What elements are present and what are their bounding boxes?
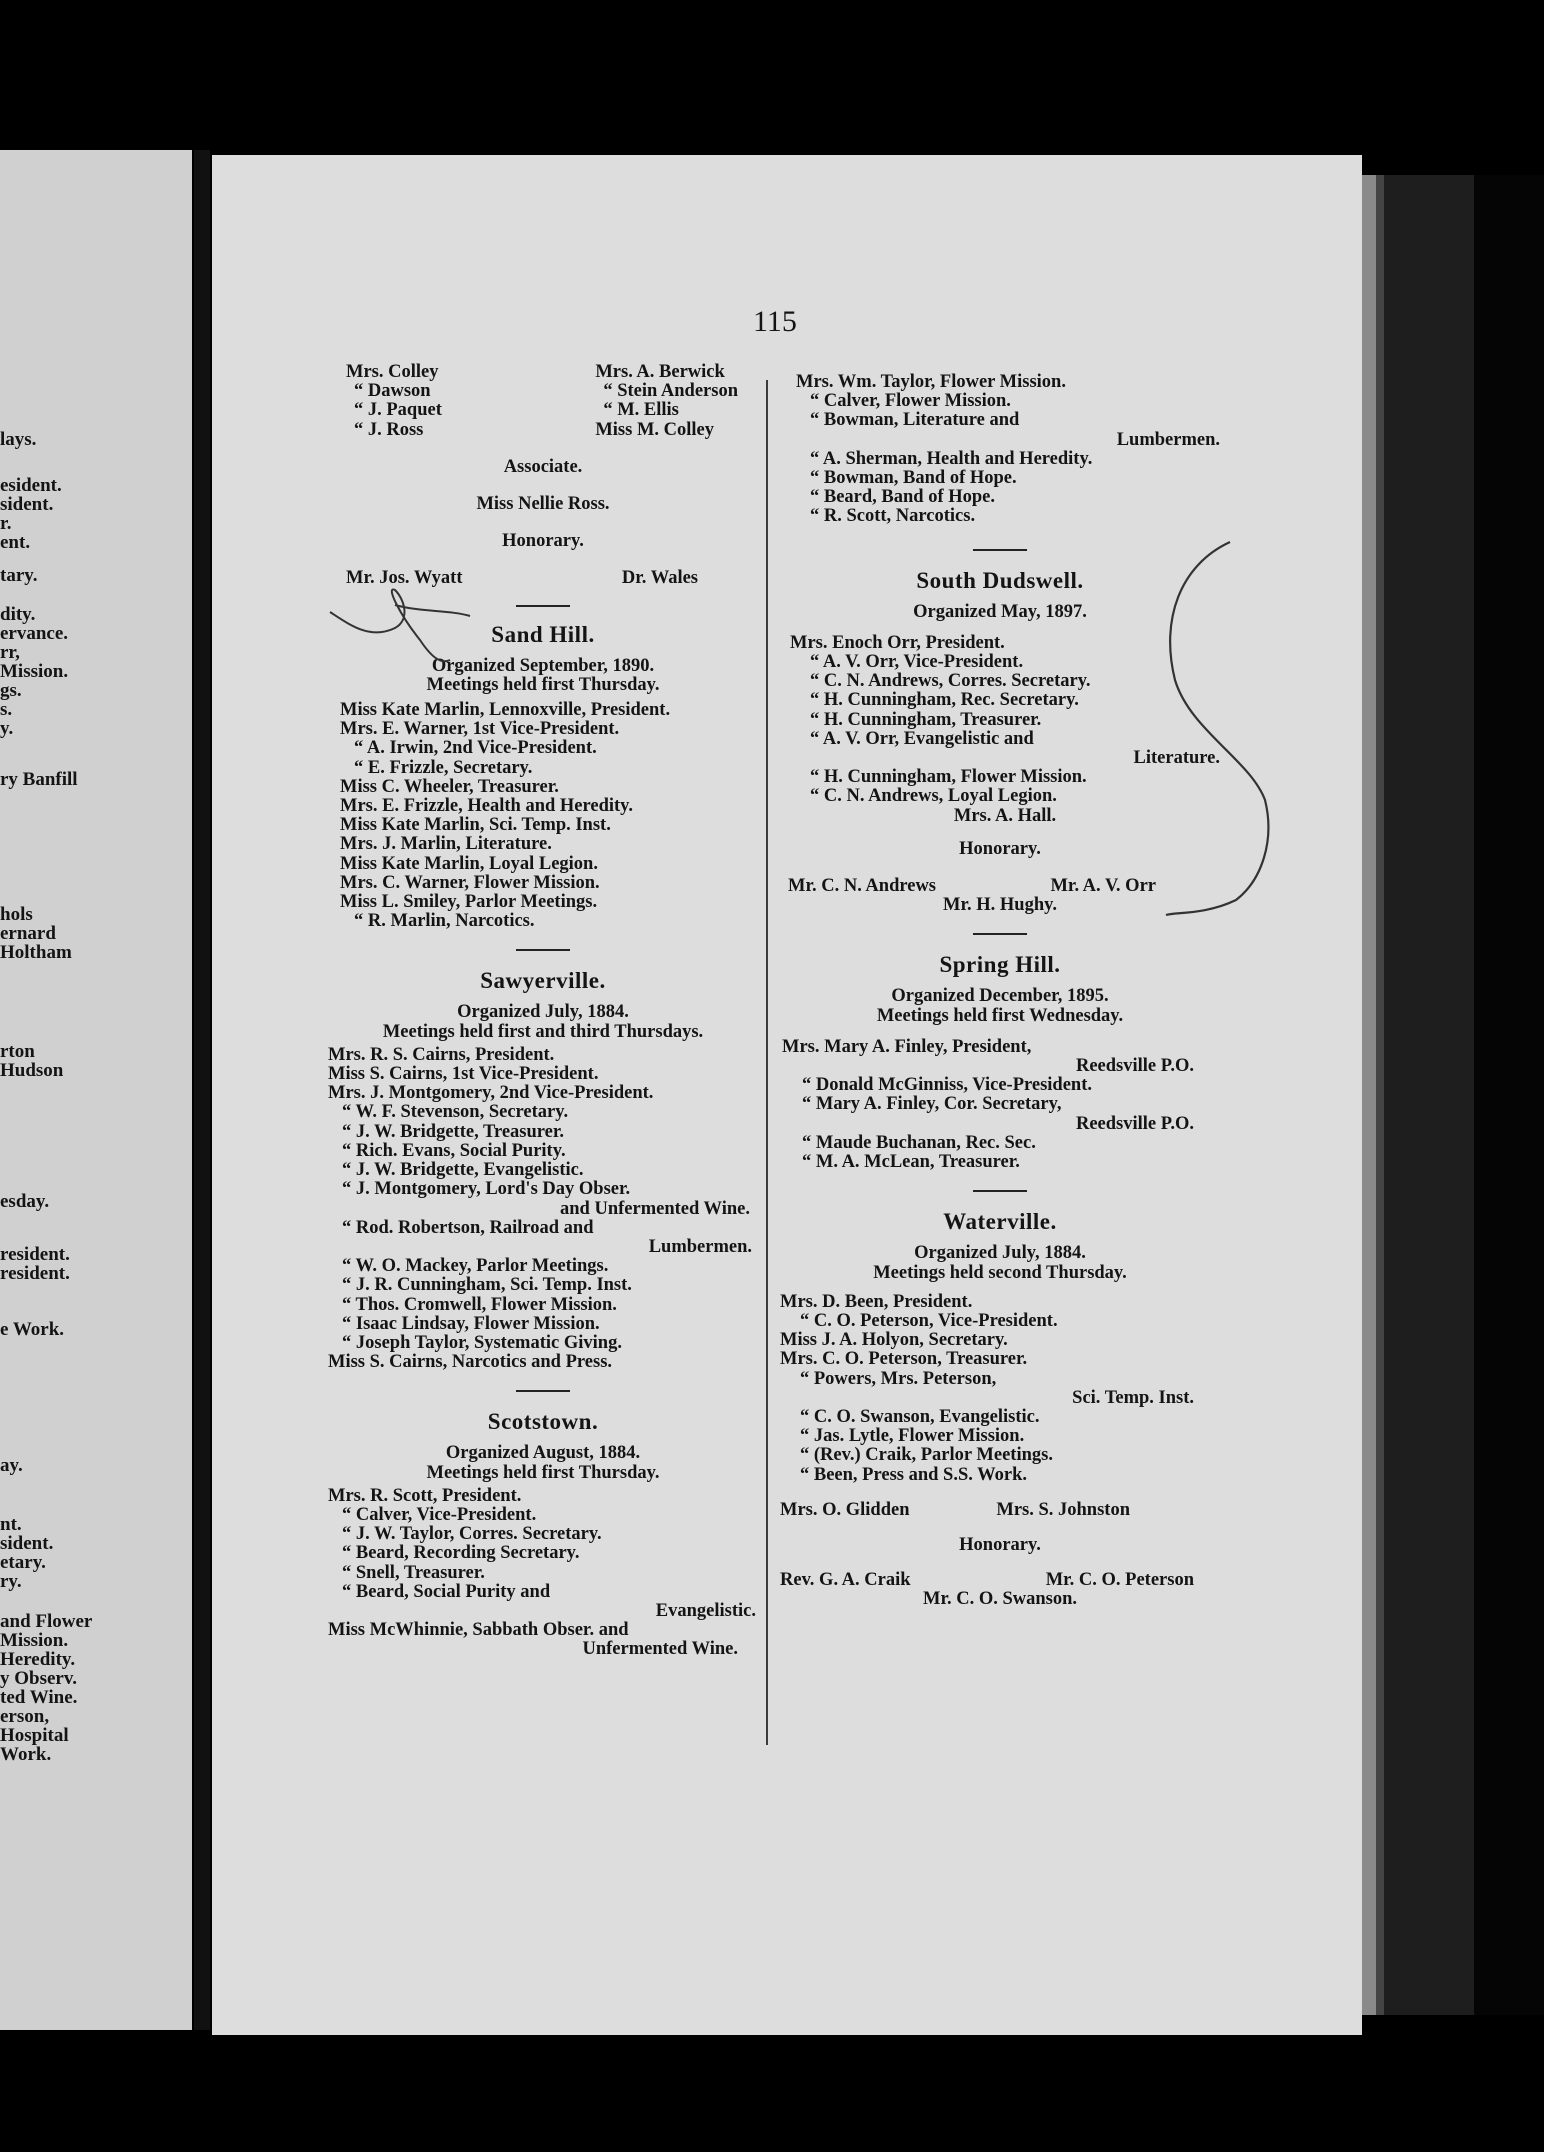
list-item: “ W. O. Mackey, Parlor Meetings. <box>342 1256 609 1277</box>
left-fragment: ervance. <box>0 623 69 644</box>
organized-date: Organized December, 1895. <box>891 986 1109 1007</box>
left-fragment: resident. <box>0 1244 70 1265</box>
list-item: “ W. F. Stevenson, Secretary. <box>342 1102 569 1123</box>
left-fragment: dity. <box>0 604 36 625</box>
list-item: “ M. Ellis <box>603 400 679 421</box>
list-item: Miss L. Smiley, Parlor Meetings. <box>340 892 598 913</box>
left-fragment: esday. <box>0 1191 50 1212</box>
list-item: “ Joseph Taylor, Systematic Giving. <box>342 1332 622 1353</box>
list-item: Mr. C. N. Andrews <box>788 876 937 897</box>
left-fragment: and Flower <box>0 1611 93 1632</box>
list-item: “ Mary A. Finley, Cor. Secretary, <box>802 1094 1062 1115</box>
left-fragment: Hudson <box>0 1060 64 1081</box>
left-fragment: erson, <box>0 1706 50 1727</box>
meeting-schedule: Meetings held first and third Thursdays. <box>382 1021 704 1042</box>
left-fragment: y Observ. <box>0 1668 78 1689</box>
list-item: Mrs. D. Been, President. <box>780 1291 973 1312</box>
list-item: “ J. R. Cunningham, Sci. Temp. Inst. <box>342 1275 632 1296</box>
list-item: Miss Nellie Ross. <box>476 494 610 515</box>
list-item: “ Bowman, Band of Hope. <box>810 468 1017 489</box>
left-fragment: Work. <box>0 1744 52 1765</box>
list-item: Mr. H. Hughy. <box>943 895 1057 916</box>
list-item: “ R. Marlin, Narcotics. <box>354 911 535 932</box>
list-item: “ Jas. Lytle, Flower Mission. <box>800 1426 1025 1447</box>
list-item: “ Rich. Evans, Social Purity. <box>342 1140 566 1161</box>
left-fragment: lays. <box>0 429 37 450</box>
list-item: Miss S. Cairns, Narcotics and Press. <box>328 1352 613 1373</box>
left-fragment: Holtham <box>0 942 72 963</box>
left-fragment: Mission. <box>0 661 69 682</box>
list-item: Mrs. C. Warner, Flower Mission. <box>340 872 600 893</box>
list-item: “ R. Scott, Narcotics. <box>810 506 976 527</box>
meeting-schedule: Meetings held first Wednesday. <box>876 1005 1124 1026</box>
list-item: Miss Kate Marlin, Loyal Legion. <box>340 853 598 874</box>
list-item: Literature. <box>1133 748 1220 769</box>
section-subheading: Honorary. <box>959 1534 1041 1555</box>
left-fragment: nt. <box>0 1514 22 1535</box>
list-item: Miss M. Colley <box>595 419 715 440</box>
list-item: Evangelistic. <box>655 1600 756 1621</box>
list-item: Mrs. Mary A. Finley, President, <box>782 1036 1032 1057</box>
list-item: Mrs. R. S. Cairns, President. <box>328 1044 555 1065</box>
left-fragment: tary. <box>0 565 38 586</box>
organized-date: Organized July, 1884. <box>457 1002 629 1023</box>
list-item: Miss C. Wheeler, Treasurer. <box>340 776 559 797</box>
organized-date: Organized May, 1897. <box>913 601 1087 622</box>
left-fragment: esident. <box>0 475 62 496</box>
list-item: Mrs. E. Warner, 1st Vice-President. <box>340 719 620 740</box>
list-item: “ (Rev.) Craik, Parlor Meetings. <box>800 1445 1053 1466</box>
list-item: “ Calver, Flower Mission. <box>810 391 1011 412</box>
list-item: Mr. A. V. Orr <box>1050 876 1156 897</box>
list-item: “ J. Paquet <box>354 400 442 421</box>
list-item: “ A. V. Orr, Vice-President. <box>810 652 1024 673</box>
left-fragment: e Work. <box>0 1319 65 1340</box>
list-item: Reedsville P.O. <box>1075 1056 1194 1077</box>
list-item: “ Donald McGinniss, Vice-President. <box>802 1075 1093 1096</box>
list-item: “ H. Cunningham, Flower Mission. <box>810 767 1087 788</box>
list-item: Mr. C. O. Swanson. <box>922 1589 1078 1610</box>
list-item: Mr. C. O. Peterson <box>1045 1570 1194 1591</box>
list-item: and Unfermented Wine. <box>560 1198 750 1219</box>
list-item: “ Powers, Mrs. Peterson, <box>800 1368 997 1389</box>
list-item: “ Calver, Vice-President. <box>342 1504 537 1525</box>
left-fragment: ry Banfill <box>0 769 78 790</box>
left-fragment: s. <box>0 699 13 720</box>
list-item: Sci. Temp. Inst. <box>1072 1387 1194 1408</box>
list-item: “ C. N. Andrews, Corres. Secretary. <box>810 671 1091 692</box>
list-item: Mrs. S. Johnston <box>996 1499 1130 1520</box>
list-item: “ H. Cunningham, Rec. Secretary. <box>810 690 1079 711</box>
left-fragment: rr, <box>0 642 20 663</box>
list-item: “ Stein Anderson <box>603 381 738 402</box>
section-heading: Sand Hill. <box>491 621 595 647</box>
section-subheading: Honorary. <box>959 838 1041 859</box>
list-item: “ C. N. Andrews, Loyal Legion. <box>810 786 1057 807</box>
list-item: Mrs. J. Marlin, Literature. <box>340 834 552 855</box>
list-item: “ Maude Buchanan, Rec. Sec. <box>802 1132 1036 1153</box>
list-item: Lumbermen. <box>1116 429 1220 450</box>
list-item: “ J. W. Bridgette, Treasurer. <box>342 1121 564 1142</box>
section-subheading: Associate. <box>503 456 583 477</box>
organized-date: Organized August, 1884. <box>445 1443 641 1464</box>
section-heading: Waterville. <box>943 1209 1057 1235</box>
list-item: “ Been, Press and S.S. Work. <box>800 1464 1028 1485</box>
list-item: “ A. Irwin, 2nd Vice-President. <box>354 738 597 759</box>
section-heading: Scotstown. <box>487 1409 599 1435</box>
list-item: Miss J. A. Holyon, Secretary. <box>780 1330 1008 1351</box>
pen-scribble <box>330 589 470 661</box>
left-fragment: rton <box>0 1041 35 1062</box>
list-item: “ Thos. Cromwell, Flower Mission. <box>342 1294 617 1315</box>
list-item: “ M. A. McLean, Treasurer. <box>802 1152 1020 1173</box>
left-fragment: Hospital <box>0 1725 69 1746</box>
left-fragment: ent. <box>0 532 31 553</box>
meeting-schedule: Meetings held first Thursday. <box>426 1462 660 1483</box>
list-item: Dr. Wales <box>621 568 698 589</box>
list-item: “ J. Ross <box>354 419 424 440</box>
list-item: “ J. W. Taylor, Corres. Secretary. <box>342 1524 602 1545</box>
pen-bracket <box>1166 542 1268 915</box>
list-item: Mrs. O. Glidden <box>780 1499 910 1520</box>
section-heading: Spring Hill. <box>939 952 1061 978</box>
list-item: “ J. Montgomery, Lord's Day Obser. <box>342 1179 631 1200</box>
list-item: “ Rod. Robertson, Railroad and <box>342 1217 594 1238</box>
list-item: “ Beard, Social Purity and <box>342 1581 551 1602</box>
list-item: “ Beard, Recording Secretary. <box>342 1543 580 1564</box>
list-item: Lumbermen. <box>648 1236 752 1257</box>
section-heading: Sawyerville. <box>480 968 606 994</box>
list-item: Mrs. Enoch Orr, President. <box>790 632 1005 653</box>
left-fragment: Heredity. <box>0 1649 76 1670</box>
list-item: Unfermented Wine. <box>582 1639 738 1660</box>
list-item: Reedsville P.O. <box>1075 1113 1194 1134</box>
list-item: “ Dawson <box>354 381 431 402</box>
list-item: “ C. O. Peterson, Vice-President. <box>800 1310 1058 1331</box>
left-fragment: sident. <box>0 494 54 515</box>
list-item: “ Isaac Lindsay, Flower Mission. <box>342 1313 600 1334</box>
meeting-schedule: Meetings held second Thursday. <box>873 1262 1127 1283</box>
page-number: 115 <box>753 305 797 338</box>
left-fragment: sident. <box>0 1533 54 1554</box>
list-item: Mrs. Colley <box>346 362 439 382</box>
list-item: Mr. Jos. Wyatt <box>346 568 463 589</box>
list-item: Miss Kate Marlin, Sci. Temp. Inst. <box>340 815 611 836</box>
list-item: Miss Kate Marlin, Lennoxville, President. <box>340 700 671 721</box>
list-item: Miss McWhinnie, Sabbath Obser. and <box>328 1620 629 1641</box>
list-item: “ H. Cunningham, Treasurer. <box>810 709 1042 730</box>
left-fragment: resident. <box>0 1263 70 1284</box>
left-fragment: y. <box>0 718 14 739</box>
section-heading: South Dudswell. <box>916 567 1084 593</box>
list-item: “ A. Sherman, Health and Heredity. <box>810 448 1093 469</box>
list-item: Miss S. Cairns, 1st Vice-President. <box>328 1064 599 1085</box>
left-fragment: r. <box>0 513 12 534</box>
list-item: “ Snell, Treasurer. <box>342 1562 485 1583</box>
list-item: “ A. V. Orr, Evangelistic and <box>810 728 1034 749</box>
left-fragment: Mission. <box>0 1630 69 1651</box>
meeting-schedule: Meetings held first Thursday. <box>426 674 660 695</box>
section-subheading: Honorary. <box>502 531 584 552</box>
left-fragment: ry. <box>0 1571 22 1592</box>
list-item: “ J. W. Bridgette, Evangelistic. <box>342 1160 584 1181</box>
left-fragment: gs. <box>0 680 22 701</box>
organized-date: Organized September, 1890. <box>431 655 655 676</box>
list-item: Mrs. C. O. Peterson, Treasurer. <box>780 1349 1028 1370</box>
left-fragment: hols <box>0 904 33 925</box>
list-item: Mrs. E. Frizzle, Health and Heredity. <box>340 796 634 817</box>
list-item: “ C. O. Swanson, Evangelistic. <box>800 1406 1040 1427</box>
organized-date: Organized July, 1884. <box>914 1243 1086 1264</box>
left-fragment: ted Wine. <box>0 1687 78 1708</box>
list-item: Rev. G. A. Craik <box>780 1570 911 1591</box>
list-item: Mrs. Wm. Taylor, Flower Mission. <box>796 372 1066 392</box>
left-fragment: ernard <box>0 923 56 944</box>
list-item: “ Beard, Band of Hope. <box>810 487 996 508</box>
list-item: “ E. Frizzle, Secretary. <box>354 757 533 778</box>
list-item: Mrs. A. Hall. <box>953 805 1057 826</box>
list-item: Mrs. A. Berwick <box>595 362 725 382</box>
list-item: Mrs. R. Scott, President. <box>328 1485 522 1506</box>
left-fragment: etary. <box>0 1552 46 1573</box>
list-item: “ Bowman, Literature and <box>810 410 1020 431</box>
list-item: Mrs. J. Montgomery, 2nd Vice-President. <box>328 1083 654 1104</box>
left-fragment: ay. <box>0 1455 23 1476</box>
